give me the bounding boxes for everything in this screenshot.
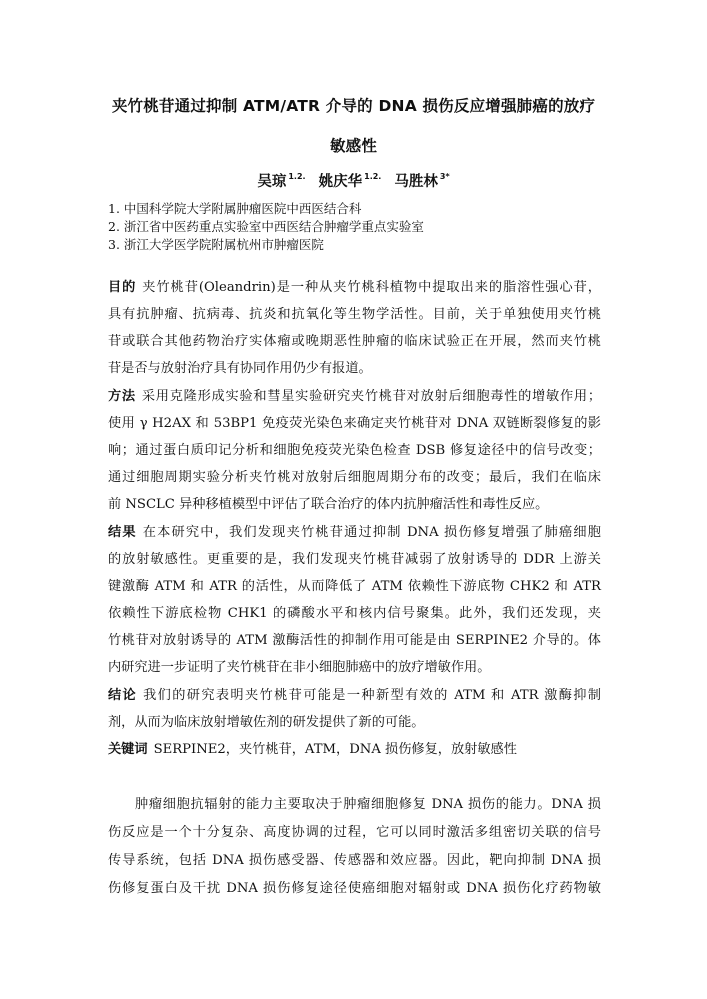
results-line: 的放射敏感性。更重要的是，我们发现夹竹桃苷减弱了放射诱导的 DDR 上游关 (108, 552, 601, 567)
methods-line (108, 385, 601, 404)
objective-label: 目的 (108, 280, 137, 295)
author-1 (257, 174, 305, 190)
keywords-line (108, 738, 601, 757)
affiliation-2: 2. 浙江省中医药重点实验室中西医结合肿瘤学重点实验室 (108, 219, 424, 234)
results-label: 结果 (108, 525, 137, 540)
conclusion-line (108, 684, 601, 703)
methods-line: 响；通过蛋白质印记分析和细胞免疫荧光染色检查 DSB 修复途径中的信号改变； (108, 443, 601, 458)
objective-line: 具有抗肿瘤、抗病毒、抗炎和抗氧化等生物学活性。目前，关于单独使用夹竹桃 (108, 307, 601, 322)
results-line: 竹桃苷对放射诱导的 ATM 激酶活性的抑制作用可能是由 SERPINE2 介导的。体 (108, 633, 601, 648)
conclusion-label: 结论 (108, 688, 138, 703)
body-line: 肿瘤细胞抗辐射的能力主要取决于肿瘤细胞修复 DNA 损伤的能力。DNA 损 (135, 797, 601, 812)
body-line: 伤反应是一个十分复杂、高度协调的过程，它可以同时激活多组密切关联的信号 (108, 825, 601, 840)
affiliation-3: 3. 浙江大学医学院附属杭州市肿瘤医院 (108, 237, 324, 252)
title-line-2: 敏感性 (329, 137, 378, 155)
results-text: 在本研究中，我们发现夹竹桃苷通过抑制 DNA 损伤修复增强了肺癌细胞 (142, 525, 601, 540)
affiliation-1: 1. 中国科学院大学附属肿瘤医院中西医结合科 (108, 201, 362, 216)
conclusion-line: 剂，从而为临床放射增敏佐剂的研发提供了新的可能。 (108, 715, 425, 730)
keywords-text: SERPINE2，夹竹桃苷，ATM，DNA 损伤修复，放射敏感性 (153, 742, 517, 757)
author-2 (319, 174, 382, 190)
methods-line: 使用 γ H2AX 和 53BP1 免疫荧光染色来确定夹竹桃苷对 DNA 双链断裂修复的影 (108, 416, 601, 431)
author-list (0, 170, 707, 191)
methods-line: 通过细胞周期实验分析夹竹桃对放射后细胞周期分布的改变；最后，我们在临床 (108, 470, 601, 485)
author-affil-mark: 1.2. (364, 172, 382, 181)
author-name: 吴琼 (257, 174, 287, 190)
results-line: 键激酶 ATM 和 ATR 的活性，从而降低了 ATM 依赖性下游底物 CHK2 和 ATR (108, 579, 601, 594)
author-name: 马胜林 (394, 174, 438, 190)
conclusion-text: 我们的研究表明夹竹桃苷可能是一种新型有效的 ATM 和 ATR 激酶抑制 (143, 688, 601, 703)
body-line: 伤修复蛋白及干扰 DNA 损伤修复途径使癌细胞对辐射或 DNA 损伤化疗药物敏 (108, 881, 601, 896)
author-affil-mark: 3* (439, 172, 450, 181)
results-line: 依赖性下游底检物 CHK1 的磷酸水平和核内信号聚集。此外，我们还发现，夹 (108, 606, 601, 621)
methods-label: 方法 (108, 389, 136, 404)
results-line (108, 521, 601, 540)
title-line-1: 夹竹桃苷通过抑制 ATM/ATR 介导的 DNA 损伤反应增强肺癌的放疗 (111, 97, 596, 115)
objective-line: 苷是否与放射治疗具有协同作用仍少有报道。 (108, 361, 372, 376)
body-line: 传导系统，包括 DNA 损伤感受器、传感器和效应器。因此，靶向抑制 DNA 损 (108, 853, 601, 868)
author-3 (394, 174, 449, 190)
results-line: 内研究进一步证明了夹竹桃苷在非小细胞肺癌中的放疗增敏作用。 (108, 660, 491, 675)
author-name: 姚庆华 (318, 174, 363, 190)
objective-text: 夹竹桃苷(Oleandrin)是一种从夹竹桃科植物中提取出来的脂溶性强心苷， (142, 280, 601, 295)
methods-text: 采用克隆形成实验和彗星实验研究夹竹桃苷对放射后细胞毒性的增敏作用； (141, 389, 602, 404)
keywords-label: 关键词 (108, 742, 148, 757)
author-affil-mark: 1.2. (288, 172, 306, 181)
objective-line: 苷或联合其他药物治疗实体瘤或晚期恶性肿瘤的临床试验正在开展，然而夹竹桃 (108, 334, 601, 349)
methods-line: 前 NSCLC 异种移植模型中评估了联合治疗的体内抗肿瘤活性和毒性反应。 (108, 497, 549, 512)
objective-line (108, 276, 601, 295)
